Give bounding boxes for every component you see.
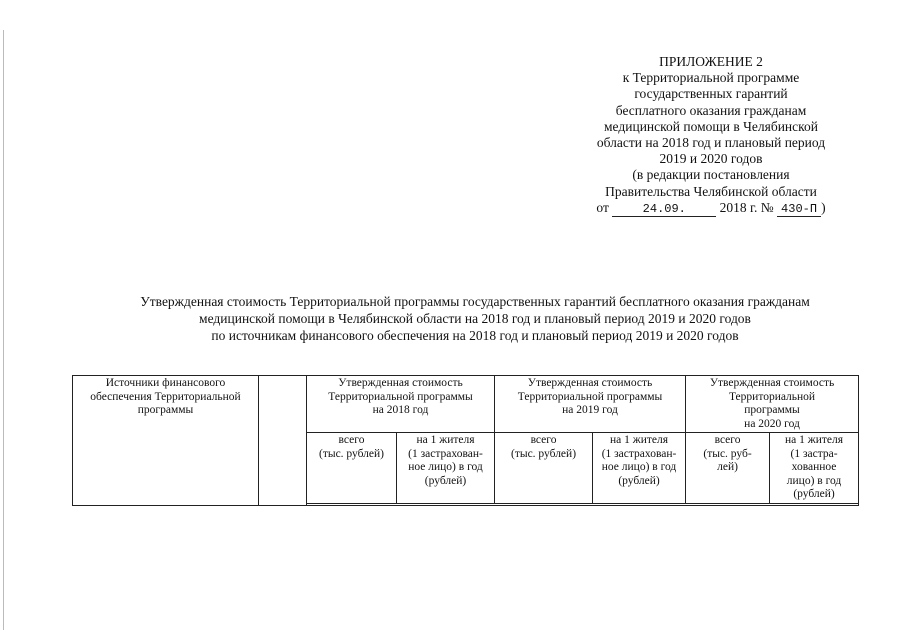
resolution-date-line [560,200,862,217]
appendix-line: бесплатного оказания гражданам [615,102,807,118]
subheader-line: хованное [791,461,837,473]
document-title [60,293,890,344]
table-header-row [73,376,859,433]
source-header-line: программы [137,404,194,416]
blank-header-cell [259,376,307,506]
subheader-line: (тыс. рублей) [318,447,385,460]
resolution-number-field: 430-П [777,203,821,217]
year-header-line: на 2019 год [562,404,618,416]
source-header-cell [73,376,259,506]
year-2020-header [686,376,859,433]
subheader-line: (рублей) [618,474,660,487]
subheader-line: ное лицо) в год [408,461,483,473]
subheader-line: на 1 жителя [785,434,844,446]
subheader-line: лей) [717,461,738,473]
year-header-line: Утвержденная стоимость [527,377,653,389]
appendix-line: к Территориальной программе [622,70,800,86]
subheader-line: (рублей) [424,474,467,487]
subheader-line: на 1 жителя [610,434,669,446]
subheader-total-2019 [495,433,593,504]
subheader-line: лицо) в год [786,474,842,487]
appendix-header [560,54,862,217]
cost-table [72,375,859,506]
subheader-line: (тыс. рублей) [511,447,577,460]
subheader-line: (тыс. руб- [703,447,752,460]
resolution-year-text: 2018 г. № [719,199,774,215]
year-header-line: на 2018 год [372,404,429,416]
from-prefix: от [596,199,609,215]
bottom-rule-cell [307,503,859,505]
year-header-line: на 2020 год [744,417,800,430]
appendix-line: государственных гарантий [634,86,788,102]
appendix-line: 2019 и 2020 годов [659,151,763,167]
close-paren: ) [821,199,826,215]
year-header-line: Утвержденная стоимость [338,377,463,389]
subheader-line: ное лицо) в год [601,461,677,473]
appendix-line: (в редакции постановления [632,167,790,183]
subheader-line: (рублей) [793,488,835,500]
year-header-line: Территориальной программы [328,390,473,403]
page-left-edge [3,30,4,630]
appendix-line: медицинской помощи в Челябинской [604,118,818,134]
subheader-line: на 1 жителя [416,434,475,446]
title-line: медицинской помощи в Челябинской области на 2018 год и плановый период 2019 и 2020 годов [199,311,751,326]
resolution-date-field: 24.09. [612,203,716,217]
subheader-line: всего [530,434,557,446]
year-header-line: программы [744,404,800,416]
subheader-line: всего [338,434,365,446]
subheader-per-capita-2019 [593,433,686,504]
appendix-line: Правительства Челябинской области [605,183,817,199]
subheader-total-2020 [686,433,770,504]
year-header-line: Территориальной [728,390,816,403]
subheader-line: всего [714,434,741,446]
subheader-line: (1 застра- [790,447,838,460]
title-line: по источникам финансового обеспечения на 2018 год и плановый период 2019 и 2020 годов [211,328,739,343]
subheader-line: (1 застрахован- [408,447,483,460]
year-header-line: Территориальной программы [517,390,663,403]
title-line: Утвержденная стоимость Территориальной программы государственных гарантий бесплатного оказания гражданам [140,294,810,309]
appendix-line: области на 2018 год и плановый период [596,135,826,151]
source-header-line: Источники финансового [105,377,226,389]
year-2018-header [307,376,495,433]
subheader-line: (1 застрахован- [601,447,677,460]
subheader-per-capita-2020 [770,433,859,504]
source-header-line: обеспечения Территориальной [90,390,241,403]
year-header-line: Утвержденная стоимость [709,377,835,389]
appendix-title: ПРИЛОЖЕНИЕ 2 [659,54,763,69]
subheader-per-capita-2018 [397,433,495,504]
subheader-total-2018 [307,433,397,504]
year-2019-header [495,376,686,433]
